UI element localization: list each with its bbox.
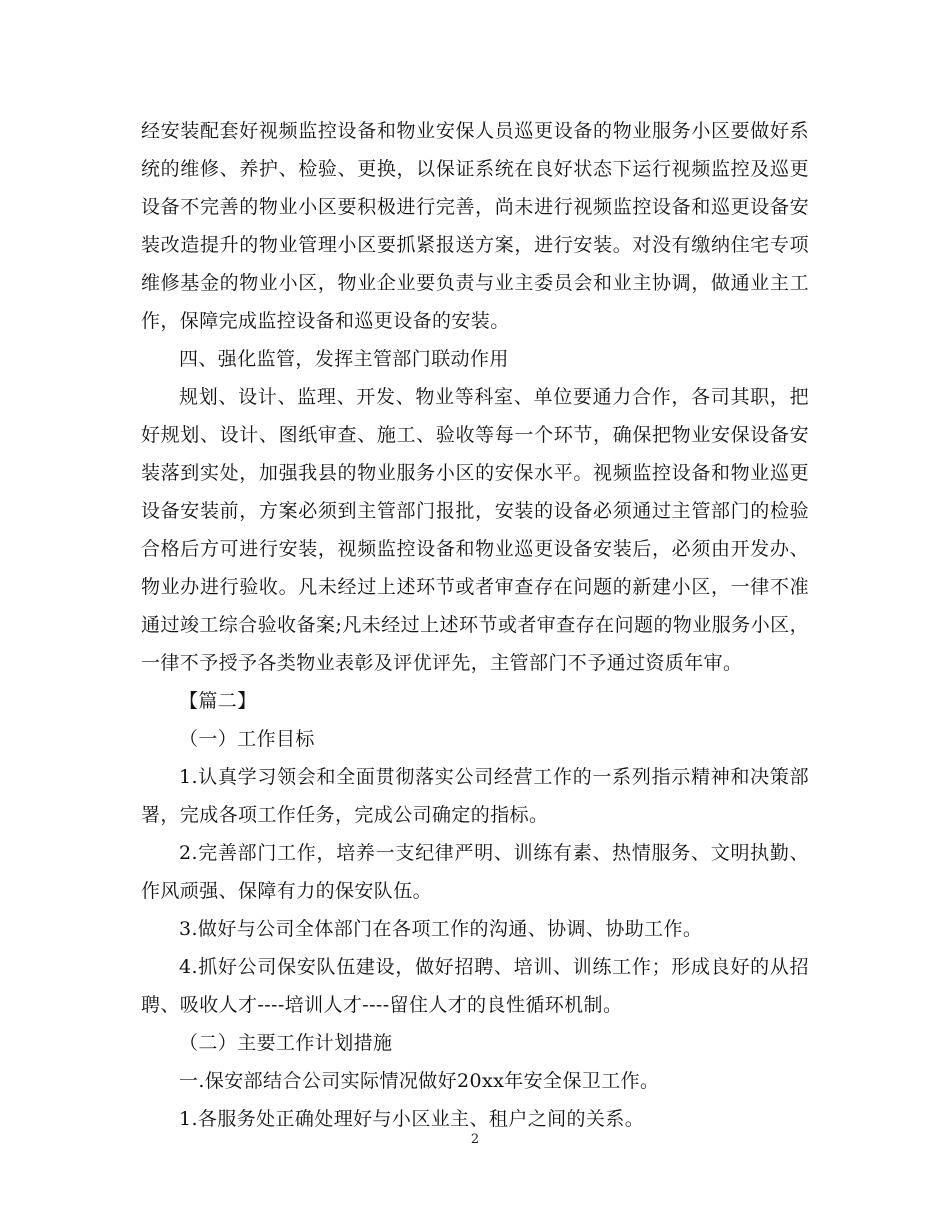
work-plan-heading: （二）主要工作计划措施 bbox=[179, 1032, 393, 1054]
document-body bbox=[141, 112, 809, 1138]
work-goals-heading: （一）工作目标 bbox=[179, 728, 315, 750]
plan-item-relations: 1.各服务处正确处理好与小区业主、租户之间的关系。 bbox=[179, 1108, 645, 1130]
goal-item-4: 4.抓好公司保安队伍建设，做好招聘、培训、训练工作；形成良好的从招聘、吸收人才----培训人才----留住人才的良性循环机制。 bbox=[141, 956, 809, 1016]
goal-item-3: 3.做好与公司全体部门在各项工作的沟通、协调、协助工作。 bbox=[179, 918, 703, 940]
paragraph-supervision: 规划、设计、监理、开发、物业等科室、单位要通力合作，各司其职，把好规划、设计、图纸审查、施工、验收等每一个环节，确保把物业安保设备安装落到实处，加强我县的物业服务小区的安保水平。视频监控设备和物业巡更设备安装前，方案必须到主管部门报批，安装的设备必须通过主管部门的检验合格后方可进行安装，视频监控设备和物业巡更设备安装后，必须由开发办、物业办进行验收。凡未经过上述环节或者审查存在问题的新建小区，一律不准通过竣工综合验收备案;凡未经过上述环节或者审查存在问题的物业服务小区，一律不予授予各类物业表彰及评优评先，主管部门不予通过资质年审。 bbox=[141, 386, 809, 674]
part-two-heading: 【篇二】 bbox=[179, 690, 257, 712]
goal-item-2: 2.完善部门工作，培养一支纪律严明、训练有素、热情服务、文明执勤、作风顽强、保障有力的保安队伍。 bbox=[141, 842, 809, 902]
section-heading-supervision: 四、强化监管，发挥主管部门联动作用 bbox=[179, 348, 509, 370]
goal-item-1: 1.认真学习领会和全面贯彻落实公司经营工作的一系列指示精神和决策部署，完成各项工作任务，完成公司确定的指标。 bbox=[141, 766, 809, 826]
plan-item-security-work: 一.保安部结合公司实际情况做好20xx年安全保卫工作。 bbox=[179, 1070, 660, 1092]
page-number: 2 bbox=[470, 1132, 480, 1147]
paragraph-maintenance: 经安装配套好视频监控设备和物业安保人员巡更设备的物业服务小区要做好系统的维修、养护、检验、更换，以保证系统在良好状态下运行视频监控及巡更设备不完善的物业小区要积极进行完善，尚未进行视频监控设备和巡更设备安装改造提升的物业管理小区要抓紧报送方案，进行安装。对没有缴纳住宅专项维修基金的物业小区，物业企业要负责与业主委员会和业主协调，做通业主工作，保障完成监控设备和巡更设备的安装。 bbox=[141, 120, 809, 332]
